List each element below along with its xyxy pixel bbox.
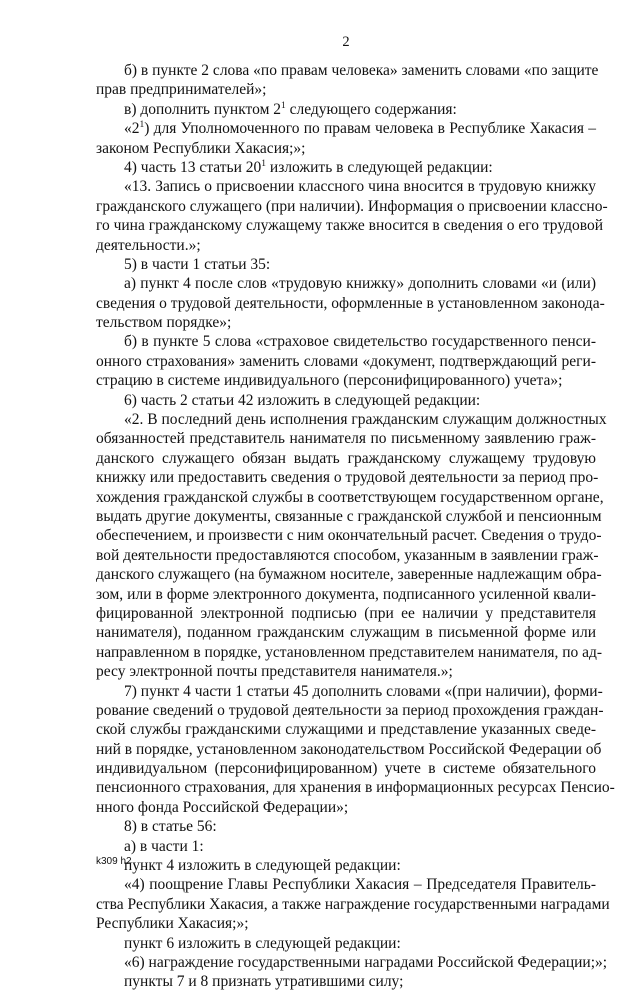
text-line: ства Республики Хакасия, а также награждение государственными наградами (96, 895, 610, 913)
text-line: рование сведений о трудовой деятельности за период прохождения граждан- (96, 701, 604, 719)
text-line: а) в части 1: (124, 837, 204, 855)
text-line: 5) в части 1 статьи 35: (124, 255, 271, 273)
text-line: «13. Запись о присвоении классного чина вносится в трудовую книжку (124, 178, 596, 196)
text-line: нного фонда Российской Федерации»; (96, 798, 349, 816)
text-line: ресу электронной почты представителя нанимателя.»; (96, 663, 453, 681)
text-line: выдать другие документы, связанные с гражданской службой и пенсионным (96, 507, 602, 525)
text-line: 6) часть 2 статьи 42 изложить в следующей редакции: (124, 391, 481, 409)
text-line: вой деятельности предоставляются способом, указанным в заявлении граж- (96, 546, 599, 564)
text-line: «4) поощрение Главы Республики Хакасия – Председателя Правитель- (124, 876, 596, 894)
text-line: онного страхования» заменить словами «документ, подтверждающий реги- (96, 352, 596, 370)
text-line: в) дополнить пунктом $2^1$ следующего содержания: (124, 100, 457, 118)
text-line: тельством порядке»; (96, 314, 232, 332)
text-line: страцию в системе индивидуального (персонифицированного) учета»; (96, 372, 563, 390)
text-line: книжку или предоставить сведения о трудовой деятельности за период про- (96, 469, 599, 487)
text-line: зом, или в форме электронного документа, подписанного усиленной квали- (96, 585, 596, 603)
text-line: пункт 6 изложить в следующей редакции: (124, 934, 401, 952)
text-line: обязанностей представитель нанимателя по письменному заявлению граж- (96, 430, 596, 448)
text-line: фицированной электронной подписью (при ее наличии у представителя (96, 604, 596, 622)
text-line: нанимателя), поданном гражданским служащим в письменной форме или (96, 624, 596, 642)
page-number: 2 (342, 34, 350, 50)
text-line: направленном в порядке, установленном представителем нанимателя, по ад- (96, 643, 603, 661)
text-line: хождения гражданской службы в соответствующем государственном органе, (96, 488, 604, 506)
text-line: данского служащего обязан выдать гражданскому служащему трудовую (96, 449, 596, 467)
text-line: «6) награждение государственными наградами Российской Федерации;»; (124, 953, 608, 971)
text-line: го чина гражданскому служащему также вносится в сведения о его трудовой (96, 217, 604, 235)
text-line: ний в порядке, установленном законодательством Российской Федерации об (96, 740, 602, 758)
text-line: прав предпринимателей»; (96, 81, 267, 99)
text-line: обеспечением, и произвести с ним окончательный расчет. Сведения о трудо- (96, 527, 602, 545)
text-line: законом Республики Хакасия;»; (96, 139, 306, 157)
text-line: индивидуальном (персонифицированном) учете в системе обязательного (96, 760, 596, 778)
text-line: пункт 4 изложить в следующей редакции: (124, 857, 401, 875)
document-body (96, 61, 615, 992)
text-line: пункты 7 и 8 признать утратившими силу; (124, 973, 404, 991)
text-line: 7) пункт 4 части 1 статьи 45 дополнить словами «(при наличии), форми- (124, 682, 603, 700)
text-line: деятельности.»; (96, 236, 201, 254)
text-line: пенсионного страхования, для хранения в информационных ресурсах Пенсио- (96, 779, 615, 797)
footer-code: k309 h2 (96, 856, 132, 867)
text-line: сведения о трудовой деятельности, оформленные в установленном законода- (96, 294, 605, 312)
text-line: «$2^1$) для Уполномоченного по правам человека в Республике Хакасия – (124, 120, 596, 138)
text-line: данского служащего (на бумажном носителе, заверенные надлежащим обра- (96, 566, 602, 584)
text-line: 4) часть 13 статьи $20^1$ изложить в следующей редакции: (124, 158, 493, 176)
text-line: ской службы гражданскими служащими и представление указанных сведе- (96, 721, 596, 739)
text-line: гражданского служащего (при наличии). Информация о присвоении классно- (96, 197, 608, 215)
text-line: 8) в статье 56: (124, 818, 217, 836)
text-line: б) в пункте 5 слова «страховое свидетельство государственного пенси- (124, 333, 596, 351)
text-line: б) в пункте 2 слова «по правам человека» заменить словами «по защите (124, 62, 599, 79)
text-line: «2. В последний день исполнения гражданским служащим должностных (124, 411, 607, 429)
text-line: а) пункт 4 после слов «трудовую книжку» дополнить словами «и (или) (124, 275, 596, 293)
text-line: Республики Хакасия;»; (96, 915, 249, 933)
